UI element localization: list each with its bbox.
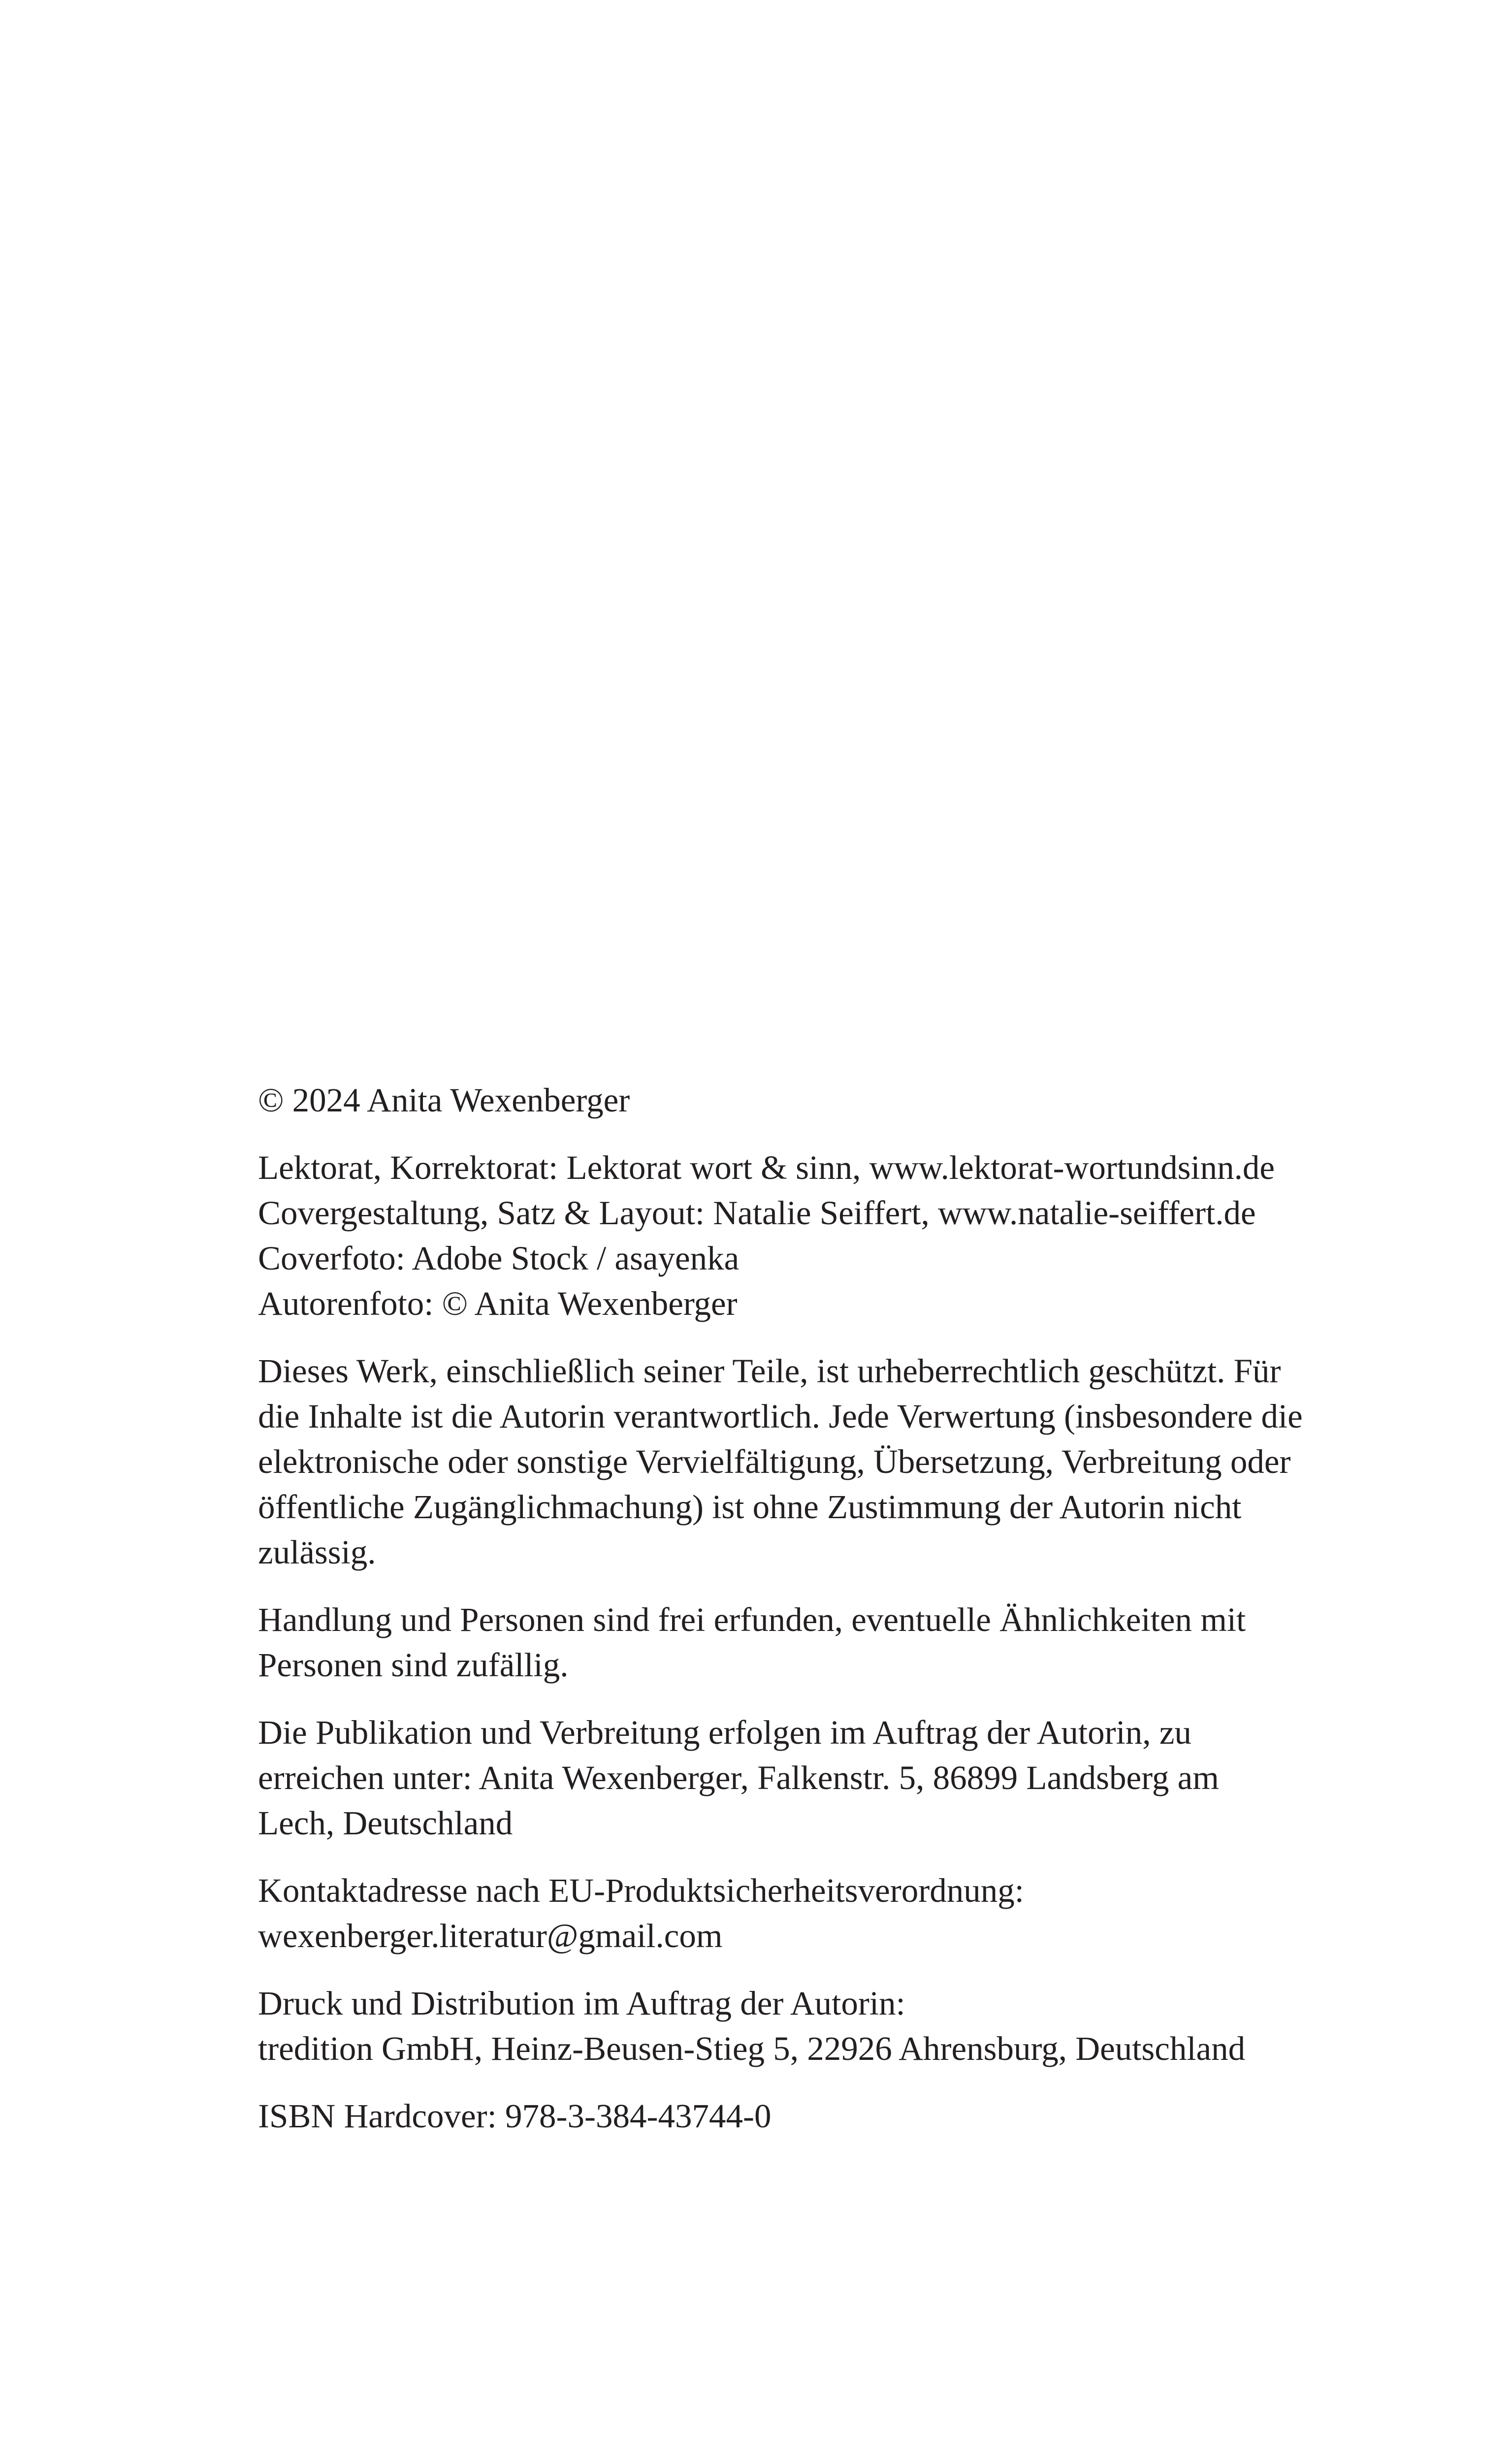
- isbn-block: [258, 2093, 1390, 2139]
- imprint-text: [258, 1077, 1390, 2161]
- rights-line: Dieses Werk, einschließlich seiner Teile, ist urheberrechtlich geschützt. Für: [258, 1352, 1281, 1390]
- fiction-line: Handlung und Personen sind frei erfunden, eventuelle Ähnlichkeiten mit: [258, 1601, 1246, 1638]
- fiction-line: Personen sind zufällig.: [258, 1646, 569, 1684]
- credits-block: [258, 1145, 1390, 1326]
- rights-line: elektronische oder sonstige Vervielfältigung, Übersetzung, Verbreitung oder: [258, 1443, 1291, 1480]
- contact-email: wexenberger.literatur@gmail.com: [258, 1917, 723, 1954]
- publication-line: Lech, Deutschland: [258, 1804, 513, 1842]
- copyright-rights-paragraph: [258, 1348, 1390, 1575]
- rights-line: zulässig.: [258, 1533, 376, 1571]
- print-line: tredition GmbH, Heinz-Beusen-Stieg 5, 22926 Ahrensburg, Deutschland: [258, 2030, 1246, 2067]
- copyright-notice: [258, 1077, 1390, 1123]
- credit-author-photo: Autorenfoto: © Anita Wexenberger: [258, 1285, 738, 1322]
- contact-heading: Kontaktadresse nach EU-Produktsicherheitsverordnung:: [258, 1872, 1024, 1909]
- publication-line: Die Publikation und Verbreitung erfolgen im Auftrag der Autorin, zu: [258, 1714, 1191, 1751]
- publication-line: erreichen unter: Anita Wexenberger, Falkenstr. 5, 86899 Landsberg am: [258, 1759, 1219, 1796]
- fiction-disclaimer: [258, 1597, 1390, 1688]
- contact-paragraph: [258, 1868, 1390, 1958]
- publication-paragraph: [258, 1710, 1390, 1846]
- credit-cover-photo: Coverfoto: Adobe Stock / asayenka: [258, 1239, 740, 1277]
- rights-line: die Inhalte ist die Autorin verantwortlich. Jede Verwertung (insbesondere die: [258, 1398, 1303, 1435]
- credit-editing: Lektorat, Korrektorat: Lektorat wort & sinn, www.lektorat-wortundsinn.de: [258, 1149, 1275, 1186]
- print-line: Druck und Distribution im Auftrag der Autorin:: [258, 1985, 905, 2022]
- print-distribution-paragraph: [258, 1981, 1390, 2071]
- copyright-line: © 2024 Anita Wexenberger: [258, 1081, 630, 1119]
- credit-cover-design: Covergestaltung, Satz & Layout: Natalie Seiffert, www.natalie-seiffert.de: [258, 1194, 1256, 1232]
- rights-line: öffentliche Zugänglichmachung) ist ohne Zustimmung der Autorin nicht: [258, 1488, 1242, 1526]
- isbn-line: ISBN Hardcover: 978-3-384-43744-0: [258, 2097, 772, 2135]
